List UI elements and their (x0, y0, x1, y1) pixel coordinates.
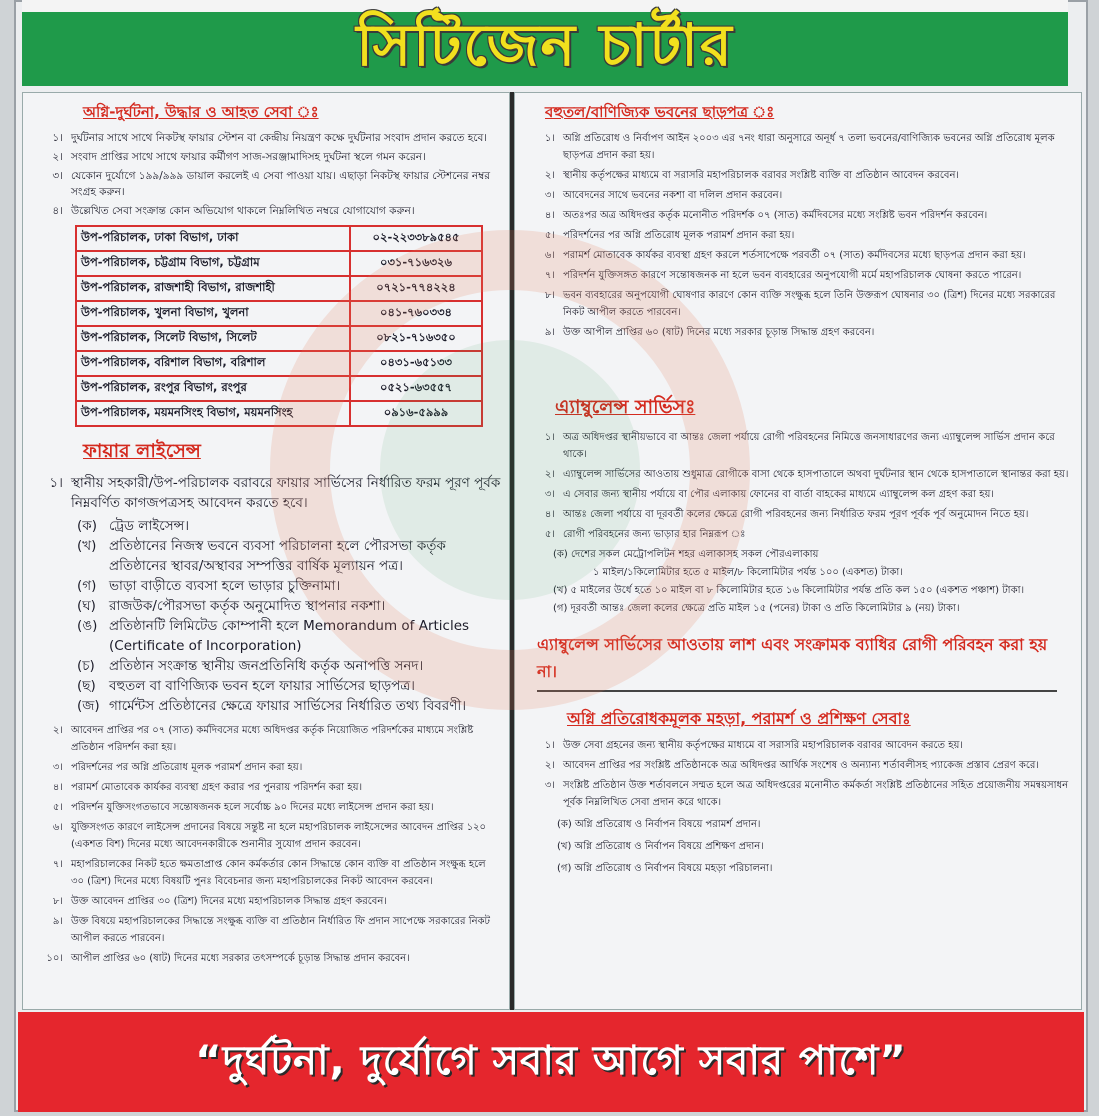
item-text: প্রতিষ্ঠান সংক্রান্ত স্থানীয় জনপ্রতিনিধি কর্তৃক অনাপত্তি সনদ। (109, 658, 424, 674)
item-label: (গ) (77, 578, 97, 594)
phone-cell: ০৭২১-৭৭৪২২৪ (350, 276, 482, 301)
rescue-section-title: অগ্নি-দুর্ঘটনা, উদ্ধার ও আহত সেবা ঃ (83, 103, 319, 121)
list-item (31, 799, 501, 816)
list-item (523, 324, 1073, 341)
building-clearance-title: বহুতল/বাণিজ্যিক ভবনের ছাড়পত্র ঃ (545, 103, 775, 121)
item-number: ৪। (52, 205, 63, 217)
office-cell: উপ-পরিচালক, ময়মনসিংহ বিভাগ, ময়মনসিংহ (76, 401, 350, 426)
fare-list (523, 546, 1073, 618)
fare-line: (খ) ৫ মাইলের উর্ধে হতে ১০ মাইল বা ৮ কিলোমিটার হতে ১৬ কিলোমিটার পর্যন্ত প্রতি কল ১৫০ (একশত পঞ্চাশ) টাকা। (553, 585, 1025, 596)
item-label: (ক) (77, 518, 97, 534)
item-text: মহাপরিচালকের নিকট হতে ক্ষমতাপ্রাপ্ত কোন কর্মকর্তার কোন সিদ্ধান্তে কোন ব্যক্তি বা প্রতিষ্ঠান সংক্ষুব্ধ হলে ৩০ (ত্রিশ) দিনের মধ্যে বিষয়টি পুনঃ বিবেচনার জন্য মহাপরিচালকের নিকট আবেদন করবেন। (71, 859, 486, 887)
list-item (523, 466, 1073, 483)
item-label: (ঙ) (77, 618, 98, 634)
list-item (77, 656, 501, 676)
item-text: সংবাদ প্রাপ্তির সাথে সাথে ফায়ার কর্মীগণ সাজ-সরঞ্জামাদিসহ দুর্ঘটনা স্থলে গমন করেন। (71, 151, 426, 163)
list-item (31, 856, 501, 890)
list-item (31, 950, 501, 967)
fare-line: (গ) দূরবর্তী আন্তঃ জেলা কলের ক্ষেত্রে প্রতি মাইল ১৫ (পনের) টাকা ও প্রতি কিলোমিটার ৯ (নয়) টাকা। (553, 603, 960, 614)
list-item: (গ) অগ্নি প্রতিরোধ ও নির্বাপন বিষয়ে মহড়া পরিচালনা। (557, 863, 773, 874)
list-item (523, 757, 1073, 774)
item-number: ২। (544, 170, 555, 181)
list-item (77, 536, 501, 576)
list-item (31, 168, 501, 200)
page-title: সিটিজেন চার্টার (356, 10, 734, 79)
header-banner (22, 12, 1068, 86)
item-label: (ছ) (77, 678, 96, 694)
list-item (31, 819, 501, 853)
item-number: ৪। (544, 210, 555, 221)
list-item (31, 130, 501, 146)
table-row (76, 301, 482, 326)
list-item (523, 737, 1073, 754)
item-text: প্রতিষ্ঠানটি লিমিটেড কোম্পানী হলে Memorandum of Articles (Certificate of Incorporation) (109, 618, 470, 654)
item-number: ১০। (46, 953, 63, 964)
list-item (31, 722, 501, 756)
item-text: স্থানীয় সহকারী/উপ-পরিচালক বরাবরে ফায়ার সার্ভিসের নির্ধারিত ফরম পূরণ পূর্বক নিম্নবর্ণিত কাগজপত্রসহ আবেদন করতে হবে। (71, 475, 501, 511)
item-text: উক্ত সেবা গ্রহনের জন্য স্থানীয় কর্তৃপক্ষের মাধ্যমে বা সরাসরি মহাপরিচালক বরাবর আবেদন করতে হয়। (563, 740, 963, 751)
rescue-list (31, 130, 501, 219)
item-text: উল্লেখিত সেবা সংক্রান্ত কোন অভিযোগ থাকলে নিম্নলিখিত নম্বরে যোগাযোগ করুন। (71, 205, 415, 217)
phone-cell: ০৮২১-৭১৬৩৫০ (350, 326, 482, 351)
item-text: আবেদন প্রাপ্তির পর সংশ্লিষ্ট প্রতিষ্ঠানকে অত্র অধিদপ্তর আর্থিক সংশেষ ও অন্যান্য শর্তাবলীসহ প্যাকেজ প্রস্তাব প্রেরণ করে। (563, 760, 1039, 771)
list-item (523, 207, 1073, 224)
building-clearance-list (523, 130, 1073, 341)
list-item (77, 596, 501, 616)
item-number: ১। (49, 475, 63, 491)
training-sub-list (523, 814, 1073, 880)
item-number: ৫। (52, 802, 63, 813)
list-item: (খ) অগ্নি প্রতিরোধ ও নির্বাপন বিষয়ে প্রশিক্ষণ প্রদান। (557, 841, 764, 852)
office-cell: উপ-পরিচালক, খুলনা বিভাগ, খুলনা (76, 301, 350, 326)
item-number: ১। (52, 132, 63, 144)
item-text: ট্রেড লাইসেন্স। (109, 518, 190, 534)
item-number: ৪। (52, 782, 63, 793)
table-row (76, 376, 482, 401)
table-row (76, 351, 482, 376)
office-cell: উপ-পরিচালক, বরিশাল বিভাগ, বরিশাল (76, 351, 350, 376)
slogan-banner (18, 1012, 1084, 1112)
list-item (77, 696, 501, 716)
item-text: যেকোন দুর্যোগে ১৯৯/৯৯৯ ডায়াল করলেই এ সেবা পাওয়া যায়। এছাড়া নিকটস্থ ফায়ার স্টেশনের নম্বর সংগ্রহ করুন। (71, 170, 491, 198)
item-text: স্থানীয় কর্তৃপক্ষের মাধ্যমে বা সরাসরি মহাপরিচালক বরাবর সংশ্লিষ্ট ব্যক্তি বা প্রতিষ্ঠান আবেদন করবেন। (563, 170, 959, 181)
item-text: দুর্ঘটনার সাথে সাথে নিকটস্থ ফায়ার স্টেশন বা কেন্দ্রীয় নিয়ন্ত্রণ কক্ষে দুর্ঘটনার সংবাদ প্রদান করতে হবে। (71, 132, 488, 144)
list-item (31, 913, 501, 947)
item-text: পরিদর্শনের পর অগ্নি প্রতিরোধ মূলক পরামর্শ প্রদান করা হয়। (71, 762, 303, 773)
phone-cell: ০৯১৬-৫৯৯৯ (350, 401, 482, 426)
item-number: ৩। (544, 489, 555, 500)
item-number: ১। (544, 740, 555, 751)
license-list (31, 722, 501, 967)
list-item (523, 287, 1073, 321)
list-item (31, 759, 501, 776)
item-text: পরামর্শ মোতাবেক কার্যকর ব্যবস্থা গ্রহণ করার পর পুনরায় পরিদর্শন করা হয়। (71, 782, 363, 793)
list-item (31, 473, 501, 513)
item-number: ২। (52, 151, 63, 163)
item-number: ২। (544, 469, 555, 480)
training-section-title: অগ্নি প্রতিরোধকমূলক মহড়া, পরামর্শ ও প্রশিক্ষণ সেবাঃ (567, 709, 911, 728)
office-cell: উপ-পরিচালক, চট্টগ্রাম বিভাগ, চট্টগ্রাম (76, 251, 350, 276)
item-text: আবেদন প্রাপ্তির পর ০৭ (সাত) কর্মদিবসের মধ্যে অধিদপ্তর কর্তৃক নিয়োজিত পরিদর্শকের মাধ্যমে সংশ্লিষ্ট প্রতিষ্ঠান পরিদর্শন করা হয়। (71, 725, 474, 753)
item-number: ৩। (52, 170, 63, 182)
list-item (523, 486, 1073, 503)
item-text: প্রতিষ্ঠানের নিজস্ব ভবনে ব্যবসা পরিচালনা হলে পৌরসভা কর্তৃক প্রতিষ্ঠানের স্থাবর/অস্থাবর সম্পত্তির বার্ষিক মূল্যায়ন পত্র। (109, 538, 446, 574)
item-number: ৩। (544, 780, 555, 791)
list-item (523, 227, 1073, 244)
fare-line: (ক) দেশের সকল মেট্রোপলিটন শহর এলাকাসহ সকল পৌরএলাকায় (553, 549, 819, 560)
office-cell: উপ-পরিচালক, সিলেট বিভাগ, সিলেট (76, 326, 350, 351)
list-item (523, 429, 1073, 463)
phone-cell: ০৫২১-৬৩৫৫৭ (350, 376, 482, 401)
item-text: পরিদর্শনের পর অগ্নি প্রতিরোধ মূলক পরামর্শ প্রদান করা হয়। (563, 230, 795, 241)
list-item: (ক) অগ্নি প্রতিরোধ ও নির্বাপন বিষয়ে পরামর্শ প্রদান। (557, 819, 761, 830)
item-text: এ সেবার জন্য স্থানীয় পর্যায়ে বা পৌর এলাকায় ফোনের বা বার্তা বাহকের মাধ্যমে এ্যাম্বুলেন্স কল গ্রহণ করা হয়। (563, 489, 994, 500)
item-text: অতঃপর অত্র অধিদপ্তর কর্তৃক মনোনীত পরিদর্শক ০৭ (সাত) কর্মদিবসের মধ্যে সংশ্লিষ্ট ভবন পরিদর্শন করবেন। (563, 210, 988, 221)
slogan-text: “দুর্ঘটনা, দুর্যোগে সবার আগে সবার পাশে” (195, 1037, 907, 1084)
item-text: আবেদনের সাথে ভবনের নকশা বা দলিল প্রদান করবেন। (563, 190, 783, 201)
item-number: ৩। (544, 190, 555, 201)
ambulance-section-title: এ্যাম্বুলেন্স সার্ভিসঃ (555, 396, 696, 418)
item-text: গার্মেন্টস প্রতিষ্ঠানের ক্ষেত্রে ফায়ার সার্ভিসের নির্ধারিত তথ্য বিবরণী। (109, 698, 467, 714)
item-text: অত্র অধিদপ্তর স্থানীয়ভাবে বা আন্তঃ জেলা পর্যায়ে রোগী পরিবহনের নিমিত্তে জনসাধারণের জন্য এ্যাম্বুলেন্স সার্ভিস প্রদান করে থাকে। (563, 432, 1055, 460)
item-number: ৫। (544, 529, 555, 540)
item-number: ২। (544, 760, 555, 771)
list-item (523, 167, 1073, 184)
list-item (31, 149, 501, 165)
table-row (76, 326, 482, 351)
list-item (31, 893, 501, 910)
office-cell: উপ-পরিচালক, রাজশাহী বিভাগ, রাজশাহী (76, 276, 350, 301)
item-label: (জ) (77, 698, 100, 714)
list-item (77, 516, 501, 536)
item-text: পরিদর্শন যুক্তিসংগতভাবে সন্তোষজনক হলে সর্বোচ্চ ৯০ দিনের মধ্যে লাইসেন্স প্রদান করা হয়। (71, 802, 434, 813)
list-item (523, 130, 1073, 164)
ambulance-list (523, 429, 1073, 543)
item-text: সংশ্লিষ্ট প্রতিষ্ঠান উক্ত শর্তাবলনে সম্মত হলে অত্র অধিদপ্তরের মনোনীত কর্মকর্তা সংশ্লিষ্ট প্রতিষ্ঠানের সহিত প্রয়োজনীয় সমন্বয়সাধন পূর্বক নিম্নলিখিত সেবা প্রদান করে থাকে। (563, 780, 1069, 808)
left-column (22, 92, 510, 1010)
item-text: উক্ত আবেদন প্রাপ্তির ৩০ (ত্রিশ) দিনের মধ্যে মহাপরিচালক সিদ্ধান্ত গ্রহণ করবেন। (71, 896, 387, 907)
right-column (514, 92, 1082, 1010)
item-number: ৯। (52, 916, 63, 927)
item-text: যুক্তিসংগত কারণে লাইসেন্স প্রদানের বিষয়ে সন্তুষ্ট না হলে মহাপরিচালক লাইসেন্সের আবেদন প্রাপ্তির ১২০ (একশত বিশ) দিনের মধ্যে আবেদনকারীকে শুনানীর সুযোগ প্রদান করবেন। (71, 822, 487, 850)
phone-cell: ০২-২২৩৩৮৯৫৪৫ (350, 226, 482, 251)
fire-license-title: ফায়ার লাইসেন্স (83, 440, 201, 462)
item-number: ৮। (544, 290, 555, 301)
item-text: ভবন ব্যবহারের অনুপযোগী ঘোষণার কারণে কোন ব্যক্তি সংক্ষুব্ধ হলে তিনি উক্তরূপ ঘোষনার ৩০ (ত্রিশ) দিনের মধ্যে সরকারের নিকট আপীল করতে পারবেন। (563, 290, 1056, 318)
fare-line: ১ মাইল/১কিলোমিটার হতে ৫ মাইল/৮ কিলোমিটার পর্যন্ত ১০০ (একশত) টাকা। (593, 567, 903, 578)
table-row (76, 276, 482, 301)
item-number: ৮। (52, 896, 63, 907)
office-cell: উপ-পরিচালক, ঢাকা বিভাগ, ঢাকা (76, 226, 350, 251)
item-label: (খ) (77, 538, 97, 554)
office-cell: উপ-পরিচালক, রংপুর বিভাগ, রংপুর (76, 376, 350, 401)
item-number: ৭। (544, 270, 555, 281)
table-row (76, 401, 482, 426)
item-text: পরিদর্শন যুক্তিসঙ্গত কারণে সন্তোষজনক না হলে ভবন ব্যবহারের অনুপযোগী মর্মে মহাপরিচালক ঘোষনা করতে পারেন। (563, 270, 1022, 281)
license-documents-list (31, 516, 501, 716)
list-item (31, 779, 501, 796)
list-item (31, 203, 501, 219)
item-number: ১। (544, 432, 555, 443)
item-label: (ঘ) (77, 598, 96, 614)
table-row (76, 226, 482, 251)
item-text: পরামর্শ মোতাবেক কার্যকর ব্যবস্থা গ্রহণ করলে শর্তসাপেক্ষে পরবর্তী ০৭ (সাত) কর্মদিবসের মধ্যে ছাড়পত্র প্রদান করা হয়। (563, 250, 1026, 261)
table-row (76, 251, 482, 276)
item-text: উক্ত আপীল প্রাপ্তির ৬০ (ষাট) দিনের মধ্যে সরকার চূড়ান্ত সিদ্ধান্ত গ্রহণ করবেন। (563, 327, 875, 338)
list-item (523, 247, 1073, 264)
item-text: অগ্নি প্রতিরোধ ও নির্বাপণ আইন ২০০৩ এর ৭নং ধারা অনুসারে অনূর্ধ ৭ তলা ভবনের/বাণিজ্যিক ভবনের অগ্নি প্রতিরোধ মূলক ছাড়পত্র প্রদান করা হয়। (563, 133, 1055, 161)
list-item (523, 777, 1073, 811)
phone-cell: ০৩১-৭১৬৩২৬ (350, 251, 482, 276)
list-item (77, 576, 501, 596)
item-text: রাজউক/পৌরসভা কর্তৃক অনুমোদিত স্থাপনার নকশা। (109, 598, 386, 614)
item-number: ৪। (544, 509, 555, 520)
item-number: ৫। (544, 230, 555, 241)
item-number: ১। (544, 133, 555, 144)
item-text: আপীল প্রাপ্তির ৬০ (ষাট) দিনের মধ্যে সরকার তৎসম্পর্কে চূড়ান্ত সিদ্ধান্ত প্রদান করবেন। (71, 953, 410, 964)
ambulance-warning: এ্যাম্বুলেন্স সার্ভিসের আওতায় লাশ এবং সংক্রামক ব্যাধির রোগী পরিবহন করা হয় না। (537, 632, 1057, 692)
training-list (523, 737, 1073, 811)
item-label: (চ) (77, 658, 95, 674)
list-item (77, 616, 501, 656)
item-number: ৬। (52, 822, 63, 833)
list-item (523, 187, 1073, 204)
phone-cell: ০৪৩১-৬৫১৩৩ (350, 351, 482, 376)
item-text: বহুতল বা বাণিজ্যিক ভবন হলে ফায়ার সার্ভিসের ছাড়পত্র। (109, 678, 415, 694)
item-number: ৬। (544, 250, 555, 261)
item-text: উক্ত বিষয়ে মহাপরিচালকের সিদ্ধান্তে সংক্ষুব্ধ ব্যক্তি বা প্রতিষ্ঠান নির্ধারিত ফি প্রদান সাপেক্ষে সরকারের নিকট আপীল করতে পারবেন। (71, 916, 490, 944)
item-number: ৭। (52, 859, 63, 870)
item-number: ৩। (52, 762, 63, 773)
list-item (523, 506, 1073, 523)
item-number: ৯। (544, 327, 555, 338)
contacts-table (75, 225, 483, 427)
item-text: ভাড়া বাড়ীতে ব্যবসা হলে ভাড়ার চুক্তিনামা। (109, 578, 341, 594)
phone-cell: ০৪১-৭৬০৩৩৪ (350, 301, 482, 326)
item-text: এ্যাম্বুলেন্স সার্ভিসের আওতায় শুধুমাত্র রোগীকে বাসা থেকে হাসপাতালে অথবা দুর্ঘটনার স্থান থেকে হাসপাতালে স্থানান্তর করা হয়। (563, 469, 1069, 480)
list-item (523, 267, 1073, 284)
item-text: রোগী পরিবহনের জন্য ভাড়ার হার নিম্নরূপ ঃ (563, 529, 746, 540)
item-number: ২। (52, 725, 63, 736)
list-item (77, 676, 501, 696)
license-list-first (31, 473, 501, 513)
list-item (523, 526, 1073, 543)
item-text: আন্তঃ জেলা পর্যায়ে বা দূরবর্তী কলের ক্ষেত্রে রোগী পরিবহনের জন্য নির্ধারিত ফরম পূরণ পূর্বক পূর্ব অনুমোদন নিতে হয়। (563, 509, 1029, 520)
